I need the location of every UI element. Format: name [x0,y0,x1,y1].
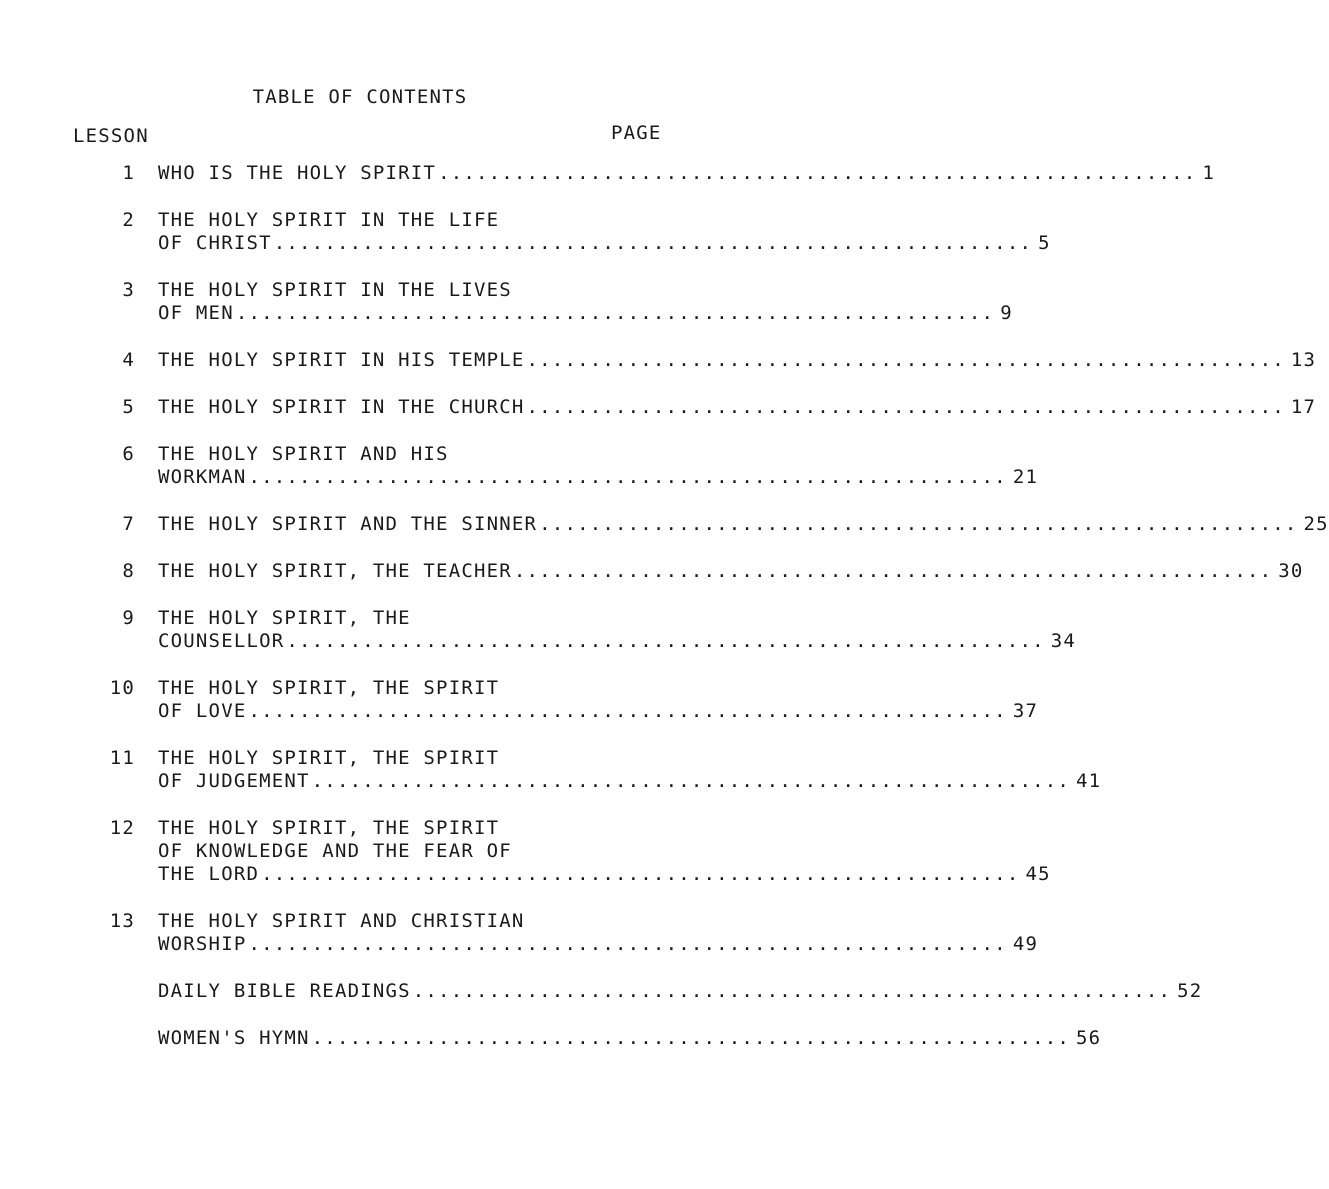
lesson-column-header: LESSON [73,125,149,147]
toc-entry [60,560,1304,583]
dot-leader: ............................................................ [248,700,1007,722]
page-number: 17 [1290,396,1317,418]
lesson-title-line: THE HOLY SPIRIT IN THE CHURCH [158,396,525,418]
lesson-title-line: THE HOLY SPIRIT AND THE SINNER [158,513,538,535]
page-number: 41 [1076,770,1102,792]
lesson-number: 8 [122,560,135,582]
lesson-number: 1 [122,162,135,184]
page-number: 1 [1202,162,1216,184]
lesson-number: 13 [109,910,135,932]
lesson-title-line: THE HOLY SPIRIT IN THE LIFE [158,209,500,231]
lesson-title-last-line [158,700,1039,723]
lesson-title-line: THE HOLY SPIRIT AND HIS [158,443,449,465]
lesson-title-last-line [158,466,1039,489]
lesson-title-last-line [158,232,1051,255]
lesson-title-line: WORKMAN [158,466,247,488]
dot-leader: ............................................................ [438,162,1197,184]
toc-entry [60,817,1051,886]
toc-entry [60,513,1329,536]
lesson-title-last-line [158,302,1013,325]
lesson-title-line: THE HOLY SPIRIT IN HIS TEMPLE [158,349,525,371]
dot-leader: ............................................................ [513,560,1273,582]
toc-entry [60,349,1317,372]
page-number: 45 [1025,863,1051,885]
table-of-contents [60,162,1329,1074]
toc-entry [60,677,1039,723]
page-number: 56 [1076,1027,1102,1049]
lesson-number: 10 [109,677,135,699]
lesson-number: 4 [122,349,135,371]
lesson-title-line: THE HOLY SPIRIT, THE [158,607,411,629]
toc-entry [60,279,1013,325]
page-number: 52 [1177,980,1203,1002]
lesson-title-line: OF MEN [158,302,234,324]
toc-entry [60,209,1051,255]
lesson-title-last-line [158,513,1329,536]
lesson-number: 2 [122,209,135,231]
toc-entry [60,162,1216,185]
page-number: 49 [1012,933,1039,955]
lesson-number: 3 [122,279,135,301]
lesson-title-line: WORSHIP [158,933,247,955]
dot-leader: ............................................................ [248,466,1007,488]
lesson-title-line: OF CHRIST [158,232,272,254]
toc-entry [60,910,1039,956]
dot-leader: ............................................................ [526,396,1285,418]
page-number: 5 [1038,232,1051,254]
page-number: 9 [1000,302,1013,324]
lesson-number: 7 [122,513,135,535]
lesson-number: 6 [122,443,135,465]
toc-entry [60,980,1203,1003]
lesson-number: 5 [122,396,135,418]
page-column-header: PAGE [611,122,662,144]
lesson-number: 12 [109,817,135,839]
lesson-number: 9 [122,607,135,629]
dot-leader: ............................................................ [539,513,1298,535]
lesson-title-line: OF JUDGEMENT [158,770,310,792]
lesson-title-last-line [158,349,1317,372]
page-title: TABLE OF CONTENTS [252,86,468,108]
page-number: 13 [1290,349,1317,371]
lesson-number: 11 [109,747,135,769]
page-number: 25 [1303,513,1329,535]
lesson-title-last-line [158,980,1203,1003]
dot-leader: ............................................................ [311,770,1071,792]
dot-leader: ............................................................ [248,933,1007,955]
lesson-title-last-line [158,1027,1102,1050]
lesson-title-line: THE LORD [158,863,260,885]
page-number: 30 [1278,560,1304,582]
lesson-title-last-line [158,162,1216,185]
lesson-title-line: THE HOLY SPIRIT, THE SPIRIT [158,817,500,839]
lesson-title-line: WOMEN'S HYMN [158,1027,310,1049]
lesson-title-last-line [158,863,1051,886]
lesson-title-line: THE HOLY SPIRIT, THE TEACHER [158,560,512,582]
lesson-title-line: THE HOLY SPIRIT, THE SPIRIT [158,747,500,769]
dot-leader: ............................................................ [261,863,1020,885]
lesson-title-line: OF LOVE [158,700,247,722]
lesson-title-line: THE HOLY SPIRIT IN THE LIVES [158,279,512,301]
lesson-title-last-line [158,630,1077,653]
dot-leader: ............................................................ [286,630,1045,652]
lesson-title-last-line [158,933,1039,956]
page-number: 37 [1012,700,1039,722]
lesson-title-line: COUNSELLOR [158,630,285,652]
dot-leader: ............................................................ [235,302,995,324]
dot-leader: ............................................................ [526,349,1285,371]
lesson-title-line: OF KNOWLEDGE AND THE FEAR OF [158,840,512,862]
dot-leader: ............................................................ [412,980,1172,1002]
lesson-title-last-line [158,560,1304,583]
toc-entry [60,1027,1102,1050]
lesson-title-last-line [158,396,1317,419]
toc-entry [60,396,1317,419]
toc-entry [60,747,1102,793]
lesson-title-last-line [158,770,1102,793]
toc-entry [60,607,1077,653]
toc-entry [60,443,1039,489]
dot-leader: ............................................................ [311,1027,1071,1049]
lesson-title-line: DAILY BIBLE READINGS [158,980,411,1002]
lesson-title-line: WHO IS THE HOLY SPIRIT [158,162,437,184]
lesson-title-line: THE HOLY SPIRIT AND CHRISTIAN [158,910,525,932]
dot-leader: ............................................................ [273,232,1033,254]
lesson-title-line: THE HOLY SPIRIT, THE SPIRIT [158,677,500,699]
page-number: 21 [1012,466,1039,488]
page-number: 34 [1050,630,1077,652]
